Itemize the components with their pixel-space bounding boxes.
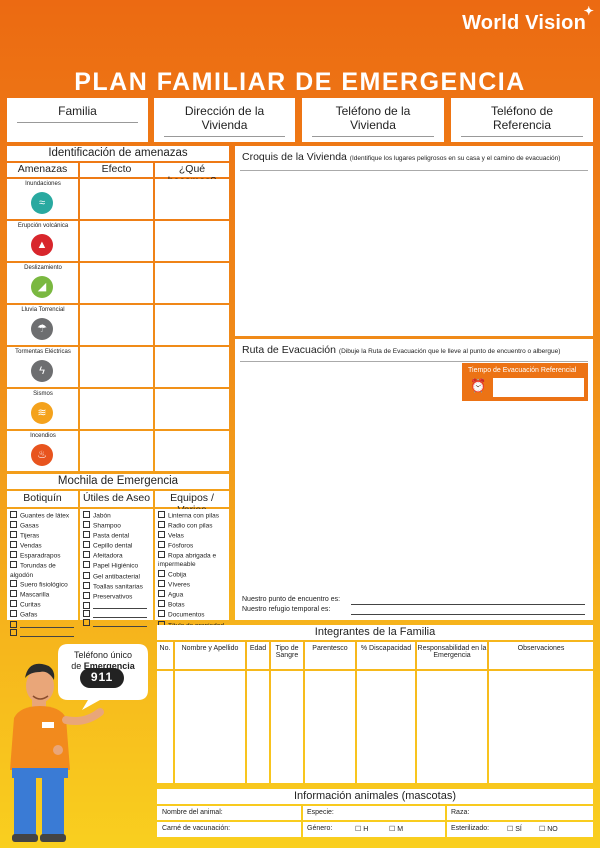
home-phone-field[interactable] <box>302 98 444 142</box>
hazard-row-4 <box>7 347 78 387</box>
checklist-item[interactable]: Fósforos <box>158 541 229 551</box>
checklist-item[interactable]: Mascarilla <box>10 590 78 600</box>
evacuation-time-box <box>462 363 588 401</box>
pet-sterilized-field[interactable]: Esterilizado: ☐ SÍ ☐ NO <box>447 822 593 837</box>
hazard-effect-cell[interactable] <box>80 263 153 303</box>
hazards-title: Identificación de amenazas <box>7 146 229 161</box>
pet-gender-field[interactable]: Género: ☐ H ☐ M <box>303 822 445 837</box>
checklist-item[interactable]: Pasta dental <box>83 531 147 541</box>
route-title: Ruta de Evacuación <box>242 344 336 356</box>
pets-title: Información animales (mascotas) <box>157 789 593 804</box>
reference-phone-field[interactable] <box>451 98 593 142</box>
hazard-effect-cell[interactable] <box>80 221 153 261</box>
members-col-header: Nombre y Apellido <box>175 642 245 669</box>
checklist-item[interactable]: Toallas sanitarias <box>83 582 147 592</box>
sketch-canvas <box>240 170 588 332</box>
sketch-note: (Identifique los lugares peligrosos en su casa y el camino de evacuación) <box>349 155 561 162</box>
sketch-title: Croquis de la Vivienda <box>242 151 347 163</box>
checklist-item[interactable]: Vendas <box>10 541 78 551</box>
hazards-col-amenazas: Amenazas <box>7 163 78 177</box>
emergency-number: 911 <box>90 670 114 684</box>
members-col-body[interactable] <box>271 671 303 783</box>
hazard-action-cell[interactable] <box>155 179 229 219</box>
hazard-effect-cell[interactable] <box>80 179 153 219</box>
phone-line1: Teléfono único <box>73 650 133 660</box>
members-col-header: No. <box>157 642 173 669</box>
sterilized-yes-checkbox[interactable]: ☐ SÍ <box>507 826 522 833</box>
hazards-col-efecto: Efecto <box>80 163 153 177</box>
hazard-label: Erupción volcánica <box>17 223 69 229</box>
address-field[interactable] <box>154 98 295 142</box>
hazard-row-6 <box>7 431 78 471</box>
landslide-icon: ◢ <box>31 276 53 298</box>
checklist-item[interactable]: Ropa abrigada e impermeable <box>158 551 229 570</box>
family-label: Familia <box>17 104 138 123</box>
members-col-body[interactable] <box>247 671 269 783</box>
hazard-effect-cell[interactable] <box>80 347 153 387</box>
storm-icon: ϟ <box>31 360 53 382</box>
star-icon: ✦ <box>583 4 594 18</box>
world-vision-logo <box>462 4 594 35</box>
checklist-item[interactable]: Gel antibacterial <box>83 572 147 582</box>
hazard-label: Tormentas Eléctricas <box>15 349 71 355</box>
backpack-title: Mochila de Emergencia <box>7 474 229 489</box>
checklist-blank-item[interactable] <box>83 602 147 611</box>
evacuation-time-label: Tiempo de Evacuación Referencial <box>468 367 577 374</box>
members-col-body[interactable] <box>157 671 173 783</box>
hazard-action-cell[interactable] <box>155 263 229 303</box>
members-col-header: Responsabilidad en la Emergencia <box>417 642 487 669</box>
checklist-item[interactable]: Papel Higiénico <box>83 561 147 571</box>
checklist-item[interactable]: Agua <box>158 590 229 600</box>
alarm-clock-icon: ⏰ <box>470 378 487 393</box>
backpack-col-botiquin: Botiquín <box>7 491 78 507</box>
gender-m-checkbox[interactable]: ☐ M <box>389 826 404 833</box>
hazard-action-cell[interactable] <box>155 347 229 387</box>
pet-name-field[interactable]: Nombre del animal: <box>157 806 301 820</box>
route-note: (Dibuje la Ruta de Evacuación que le lleve al punto de encuentro o albergue) <box>338 348 561 355</box>
page-title: PLAN FAMILIAR DE EMERGENCIA <box>74 68 526 96</box>
pet-vaccination-field[interactable]: Carné de vacunación: <box>157 822 301 837</box>
hazard-action-cell[interactable] <box>155 431 229 471</box>
hazard-row-5 <box>7 389 78 429</box>
flood-icon: ≈ <box>31 192 53 214</box>
hazard-row-2 <box>7 263 78 303</box>
members-col-header: % Discapacidad <box>357 642 415 669</box>
shelter-label: Nuestro refugio temporal es: <box>242 606 331 613</box>
checklist-item[interactable]: Víveres <box>158 580 229 590</box>
members-col-body[interactable] <box>417 671 487 783</box>
hazard-row-3 <box>7 305 78 345</box>
emergency-phone-text <box>62 650 144 672</box>
home-phone-label: Teléfono de la Vivienda <box>312 104 434 137</box>
reference-phone-label: Teléfono de Referencia <box>461 104 583 137</box>
hazard-label: Lluvia Torrencial <box>21 307 65 313</box>
hazard-action-cell[interactable] <box>155 389 229 429</box>
members-col-body[interactable] <box>175 671 245 783</box>
members-col-body[interactable] <box>305 671 355 783</box>
checklist-item[interactable]: Esparadrapos <box>10 551 78 561</box>
members-col-header: Observaciones <box>489 642 593 669</box>
checklist-blank-item[interactable] <box>83 619 147 628</box>
checklist-item[interactable]: Afeitadora <box>83 551 147 561</box>
checklist-blank-item[interactable] <box>83 610 147 619</box>
hazard-label: Inundaciones <box>25 181 61 187</box>
volcano-icon: ▲ <box>31 234 53 256</box>
checklist-item[interactable]: Botas <box>158 600 229 610</box>
hazard-effect-cell[interactable] <box>80 431 153 471</box>
sterilized-no-checkbox[interactable]: ☐ NO <box>539 826 558 833</box>
pet-species-field[interactable]: Especie: <box>303 806 445 820</box>
checklist-item[interactable]: Linterna con pilas <box>158 511 229 521</box>
hazard-row-1 <box>7 221 78 261</box>
rain-icon: ☂ <box>31 318 53 340</box>
checklist-item[interactable]: Preservativos <box>83 592 147 602</box>
members-title: Integrantes de la Familia <box>157 625 593 640</box>
checklist-item[interactable]: Documentos <box>158 610 229 620</box>
members-col-body[interactable] <box>489 671 593 783</box>
logo-text: World Vision <box>462 12 586 34</box>
members-col-header: Tipo de Sangre <box>271 642 303 669</box>
meeting-point-label: Nuestro punto de encuentro es: <box>242 596 341 603</box>
checklist-blank-item[interactable] <box>10 621 78 630</box>
checklist-item[interactable]: Torundas de algodón <box>10 561 78 580</box>
pet-breed-field[interactable]: Raza: <box>447 806 593 820</box>
backpack-list-aseo <box>80 509 153 620</box>
sketch-area[interactable] <box>235 146 593 336</box>
hazard-label: Deslizamiento <box>24 265 62 271</box>
hazard-effect-cell[interactable] <box>80 389 153 429</box>
checklist-item[interactable]: Guantes de látex <box>10 511 78 521</box>
hazard-label: Incendios <box>30 433 56 439</box>
backpack-col-aseo: Útiles de Aseo <box>80 491 153 507</box>
address-label: Dirección de la Vivienda <box>164 104 285 137</box>
checklist-item[interactable]: Shampoo <box>83 521 147 531</box>
family-field[interactable] <box>7 98 148 142</box>
members-col-body[interactable] <box>357 671 415 783</box>
fire-icon: ♨ <box>31 444 53 466</box>
backpack-list-equipos <box>155 509 229 620</box>
checklist-item[interactable]: Velas <box>158 531 229 541</box>
hazards-col-que-hacemos: ¿Qué <box>155 163 229 177</box>
members-col-header: Parentesco <box>305 642 355 669</box>
shelter-line[interactable] <box>351 614 585 615</box>
checklist-item[interactable]: Tijeras <box>10 531 78 541</box>
checklist-item[interactable]: Jabón <box>83 511 147 521</box>
checklist-item[interactable]: Suero fisiológico <box>10 580 78 590</box>
checklist-item[interactable]: Curitas <box>10 600 78 610</box>
checklist-item[interactable]: Cepillo dental <box>83 541 147 551</box>
route-area[interactable] <box>235 339 593 620</box>
backpack-list-botiquin <box>7 509 78 620</box>
hazard-action-cell[interactable] <box>155 305 229 345</box>
hazard-effect-cell[interactable] <box>80 305 153 345</box>
checklist-item[interactable]: Gafas <box>10 610 78 620</box>
checklist-item[interactable]: Radio con pilas <box>158 521 229 531</box>
meeting-point-line[interactable] <box>351 604 585 605</box>
route-divider <box>240 361 588 362</box>
hazard-label: Sismos <box>33 391 53 397</box>
phone-line2: de Emergencia <box>71 661 135 671</box>
earthquake-icon: ≋ <box>31 402 53 424</box>
members-col-header: Edad <box>247 642 269 669</box>
gender-h-checkbox[interactable]: ☐ H <box>355 826 369 833</box>
checklist-item[interactable]: Gasas <box>10 521 78 531</box>
checklist-item[interactable]: Cobija <box>158 570 229 580</box>
evacuation-time-input[interactable] <box>493 378 584 397</box>
hazard-action-cell[interactable] <box>155 221 229 261</box>
hazard-row-0 <box>7 179 78 219</box>
checklist-blank-item[interactable] <box>10 629 78 638</box>
backpack-col-equipos: Equipos / <box>155 491 229 507</box>
